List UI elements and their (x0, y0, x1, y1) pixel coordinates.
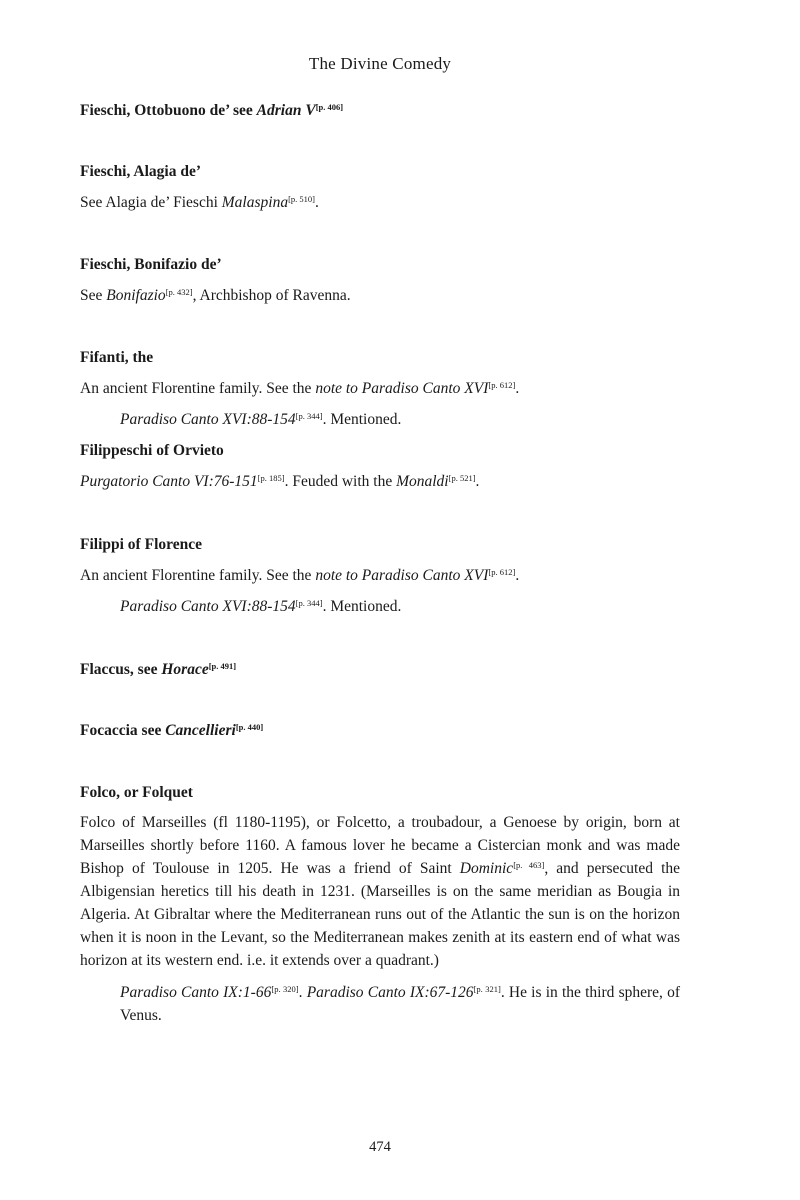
index-entry (80, 440, 680, 493)
entry-heading: Fieschi, Bonifazio de’ (80, 256, 222, 273)
entry-line (80, 377, 680, 400)
text-span: See Alagia de’ Fieschi (80, 194, 222, 211)
index-entry (80, 782, 680, 1027)
text-span: . (315, 194, 319, 211)
cross-reference-link[interactable]: Horace (161, 661, 209, 678)
running-head: The Divine Comedy (308, 54, 452, 73)
entry-line (80, 191, 680, 214)
page-reference: [p. 185] (257, 473, 285, 483)
heading-text: Flaccus, see (80, 661, 162, 678)
page-reference: [p. 344] (295, 598, 323, 608)
page-reference: [p. 320] (271, 984, 299, 994)
index-entry (80, 347, 680, 431)
page-reference: [p. 344] (295, 411, 323, 421)
page-reference: [p. 510] (288, 194, 315, 204)
cross-reference-link[interactable]: Cancellieri (165, 722, 236, 739)
cross-reference-link[interactable]: Malaspina (221, 194, 289, 211)
text-span: . (515, 380, 520, 397)
page-reference: [p. 432] (165, 287, 193, 297)
cross-reference-link[interactable]: note to Paradiso Canto XVI (315, 380, 489, 397)
entry-line (80, 564, 680, 587)
index-entry (80, 534, 680, 618)
citation-line (80, 981, 680, 1027)
cross-reference-link[interactable]: Adrian V (256, 102, 316, 119)
text-span: . (475, 473, 480, 490)
index-entry (80, 720, 680, 742)
canto-citation-link[interactable]: Purgatorio Canto VI:76-151 (80, 473, 258, 490)
cross-reference-link[interactable]: note to Paradiso Canto XVI (315, 567, 489, 584)
page-reference: [p. 491] (208, 661, 237, 671)
entry-heading (80, 659, 680, 681)
cross-reference-link[interactable]: Bonifazio (106, 287, 166, 304)
entry-line (80, 284, 680, 307)
text-span: , Archbishop of Ravenna. (192, 287, 351, 304)
page-number: 474 (369, 1139, 391, 1155)
text-span: . (515, 567, 520, 584)
entry-heading: Filippi of Florence (80, 536, 202, 553)
page-reference: [p. 612] (488, 380, 516, 390)
citation-line (80, 408, 680, 431)
heading-text: Focaccia see (80, 722, 166, 739)
text-span: . Feuded with the (284, 473, 397, 490)
page-reference: [p. 406] (315, 102, 344, 112)
page-reference: [p. 463] (513, 860, 545, 870)
canto-citation-link[interactable]: Paradiso Canto IX:1-66 (120, 984, 272, 1001)
index-entry (80, 100, 680, 122)
text-span: . Mentioned. (322, 598, 402, 615)
canto-citation-link[interactable]: Paradiso Canto IX:67-126 (306, 984, 474, 1001)
text-span: . Mentioned. (322, 411, 402, 428)
text-span: See (80, 287, 107, 304)
heading-text: Fieschi, Ottobuono de’ see (80, 102, 257, 119)
page-reference: [p. 440] (235, 722, 264, 732)
canto-citation-link[interactable]: Paradiso Canto XVI:88-154 (120, 598, 296, 615)
text-span: An ancient Florentine family. See the (80, 380, 316, 397)
entry-body (80, 811, 680, 972)
entry-heading: Fifanti, the (80, 349, 154, 366)
page-reference: [p. 612] (488, 567, 516, 577)
text-span: . (298, 984, 307, 1001)
entry-heading: Filippeschi of Orvieto (80, 442, 224, 459)
text-span: , and persecuted the Albigensian heretics till his death in 1231. (Marseilles is on the same meridian as Bougia in Algeria. At Gibraltar where the Mediterranean runs out of the Atlantic the sun is on the horizon when it is noon in the Levant, so the Mediterranean makes zenith at its eastern end of what was horizon at its western end. i.e. it extends over a quadrant.) (80, 860, 681, 969)
text-span: An ancient Florentine family. See the (80, 567, 316, 584)
index-entry (80, 161, 680, 214)
citation-line (80, 595, 680, 618)
entry-line (80, 470, 680, 493)
entry-heading: Fieschi, Alagia de’ (80, 163, 201, 180)
page-reference: [p. 521] (448, 473, 476, 483)
text-span: Folco of Marseilles (fl 1180-1195), or Folcetto, a troubadour, a Genoese by origin, born at Marseilles shortly before 1160. A famous lover he became a Cistercian monk and was made Bishop of Toulouse in 1205. He was a friend of Saint (80, 814, 680, 877)
entry-heading (80, 720, 680, 742)
entry-heading (80, 100, 680, 122)
cross-reference-link[interactable]: Dominic (459, 860, 514, 877)
canto-citation-link[interactable]: Paradiso Canto XVI:88-154 (120, 411, 296, 428)
page-reference: [p. 321] (473, 984, 501, 994)
index-entry (80, 254, 680, 307)
index-entry (80, 659, 680, 681)
text-span: . He is in the third sphere, of Venus. (120, 984, 681, 1024)
entry-heading: Folco, or Folquet (80, 784, 193, 801)
cross-reference-link[interactable]: Monaldi (396, 473, 449, 490)
